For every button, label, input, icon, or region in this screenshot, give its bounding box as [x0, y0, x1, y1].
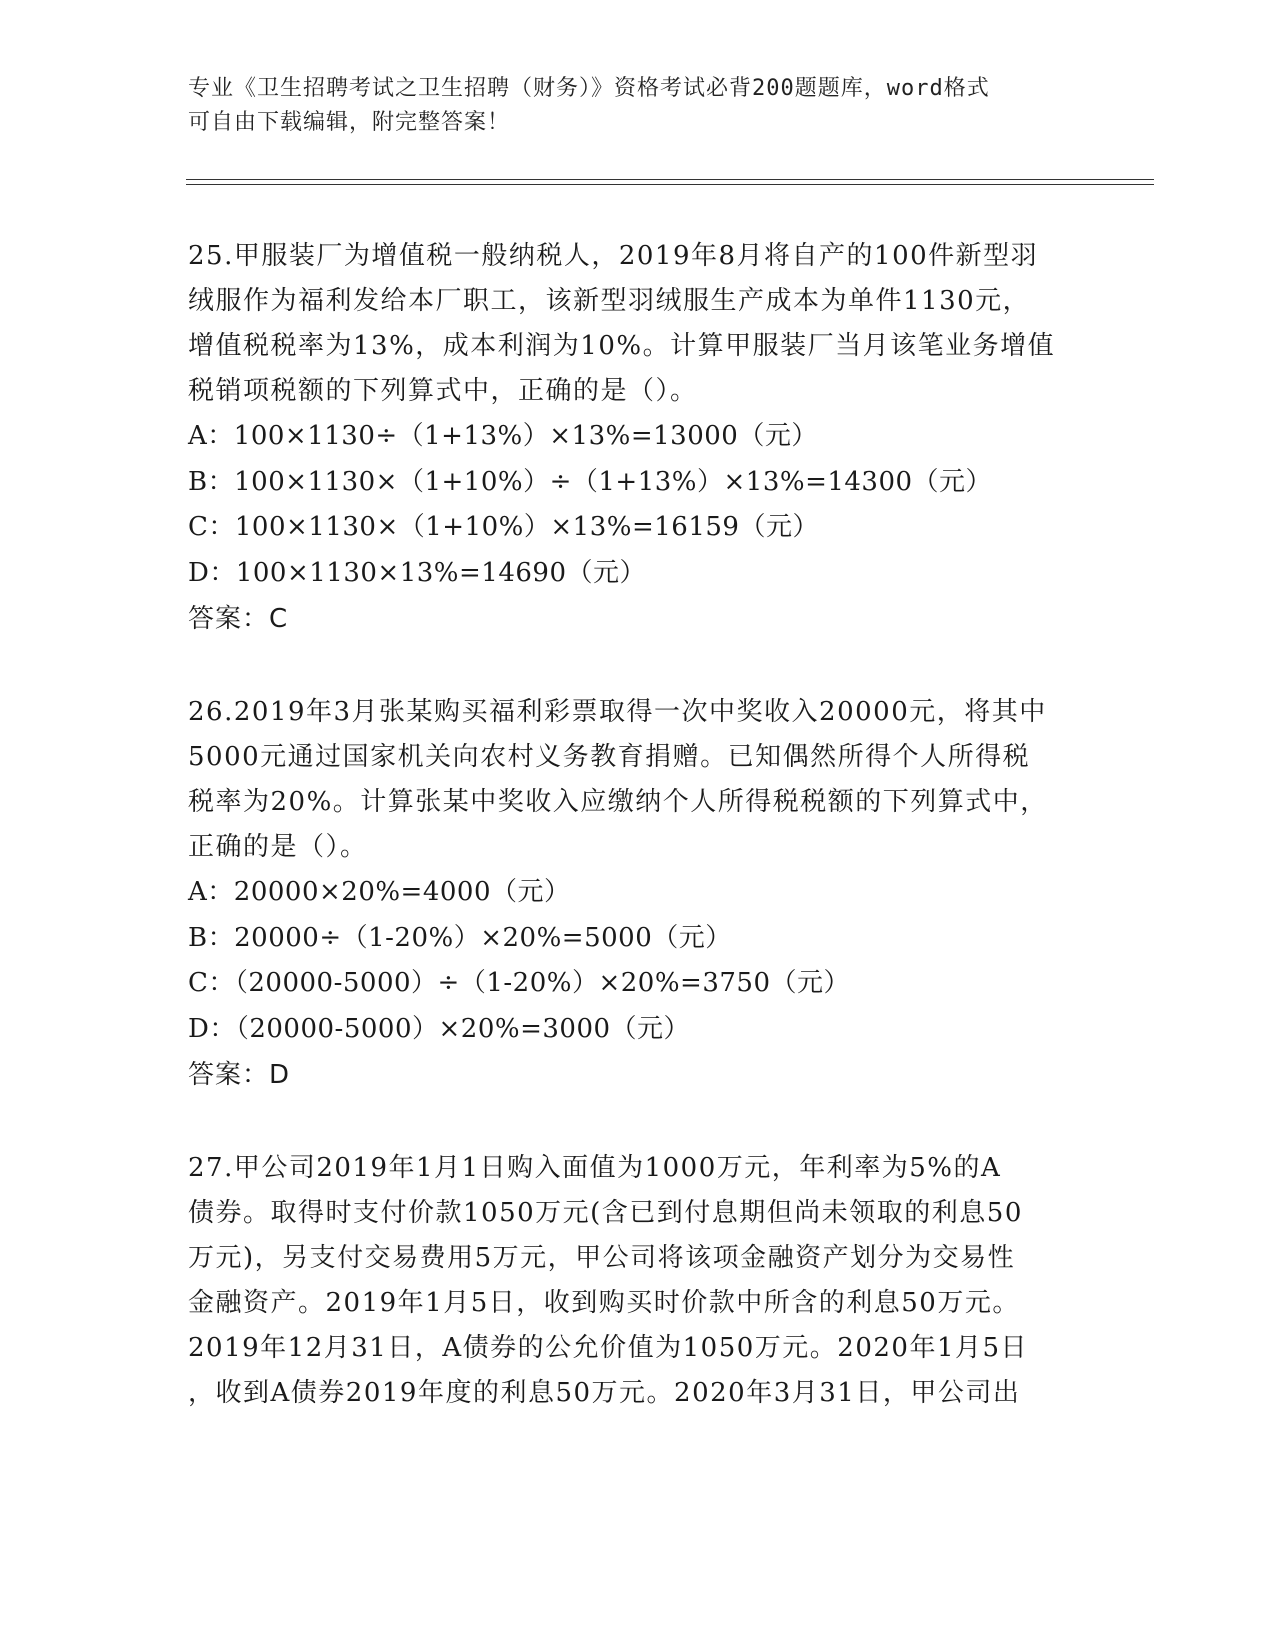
question-25 — [188, 234, 1088, 642]
question-stem-line: 5000元通过国家机关向农村义务教育捐赠。已知偶然所得个人所得税 — [188, 742, 1031, 772]
option-b: B：100×1130×（1+10%）÷（1+13%）×13%=14300（元） — [188, 466, 993, 497]
option-d: D：（20000-5000）×20%=3000（元） — [188, 1013, 691, 1044]
header-line-1: 专业《卫生招聘考试之卫生招聘（财务）》资格考试必背200题题库，word格式 — [188, 76, 990, 101]
question-stem-line: 增值税税率为13%，成本利润为10%。计算甲服装厂当月该笔业务增值 — [188, 331, 1056, 361]
header-line-2: 可自由下载编辑，附完整答案！ — [188, 110, 511, 135]
question-27 — [188, 1146, 1088, 1416]
question-stem-line: 税销项税额的下列算式中，正确的是（）。 — [188, 376, 698, 406]
question-stem-line: 25.甲服装厂为增值税一般纳税人，2019年8月将自产的100件新型羽 — [188, 241, 1039, 271]
answer-line: 答案：C — [188, 604, 289, 634]
question-stem-line: 债券。取得时支付价款1050万元(含已到付息期但尚未领取的利息50 — [188, 1198, 1023, 1228]
option-a: A：100×1130÷（1+13%）×13%=13000（元） — [188, 421, 818, 451]
answer-line: 答案：D — [188, 1060, 291, 1090]
document-header — [188, 72, 1088, 140]
header-divider-bottom — [186, 184, 1154, 185]
header-divider-top — [186, 179, 1154, 180]
option-d: D：100×1130×13%=14690（元） — [188, 557, 646, 588]
question-stem-line: 2019年12月31日，A债券的公允价值为1050万元。2020年1月5日 — [188, 1333, 1029, 1363]
question-stem-line: 绒服作为福利发给本厂职工，该新型羽绒服生产成本为单件1130元， — [188, 286, 1031, 316]
question-stem-line: 正确的是（）。 — [188, 832, 368, 862]
question-stem-line: 税率为20%。计算张某中奖收入应缴纳个人所得税税额的下列算式中， — [188, 787, 1048, 817]
question-stem-line: ，收到A债券2019年度的利息50万元。2020年3月31日，甲公司出 — [188, 1378, 1021, 1408]
option-c: C：100×1130×（1+10%）×13%=16159（元） — [188, 512, 819, 542]
question-stem-line: 26.2019年3月张某购买福利彩票取得一次中奖收入20000元，将其中 — [188, 697, 1047, 727]
option-c: C：（20000-5000）÷（1-20%）×20%=3750（元） — [188, 968, 850, 998]
question-stem-line: 万元)，另支付交易费用5万元，甲公司将该项金融资产划分为交易性 — [188, 1243, 1016, 1273]
option-b: B：20000÷（1-20%）×20%=5000（元） — [188, 922, 732, 953]
option-a: A：20000×20%=4000（元） — [188, 877, 571, 907]
question-26 — [188, 690, 1088, 1098]
question-stem-line: 27.甲公司2019年1月1日购入面值为1000万元，年利率为5%的A — [188, 1153, 1002, 1183]
question-stem-line: 金融资产。2019年1月5日，收到购买时价款中所含的利息50万元。 — [188, 1288, 1020, 1318]
